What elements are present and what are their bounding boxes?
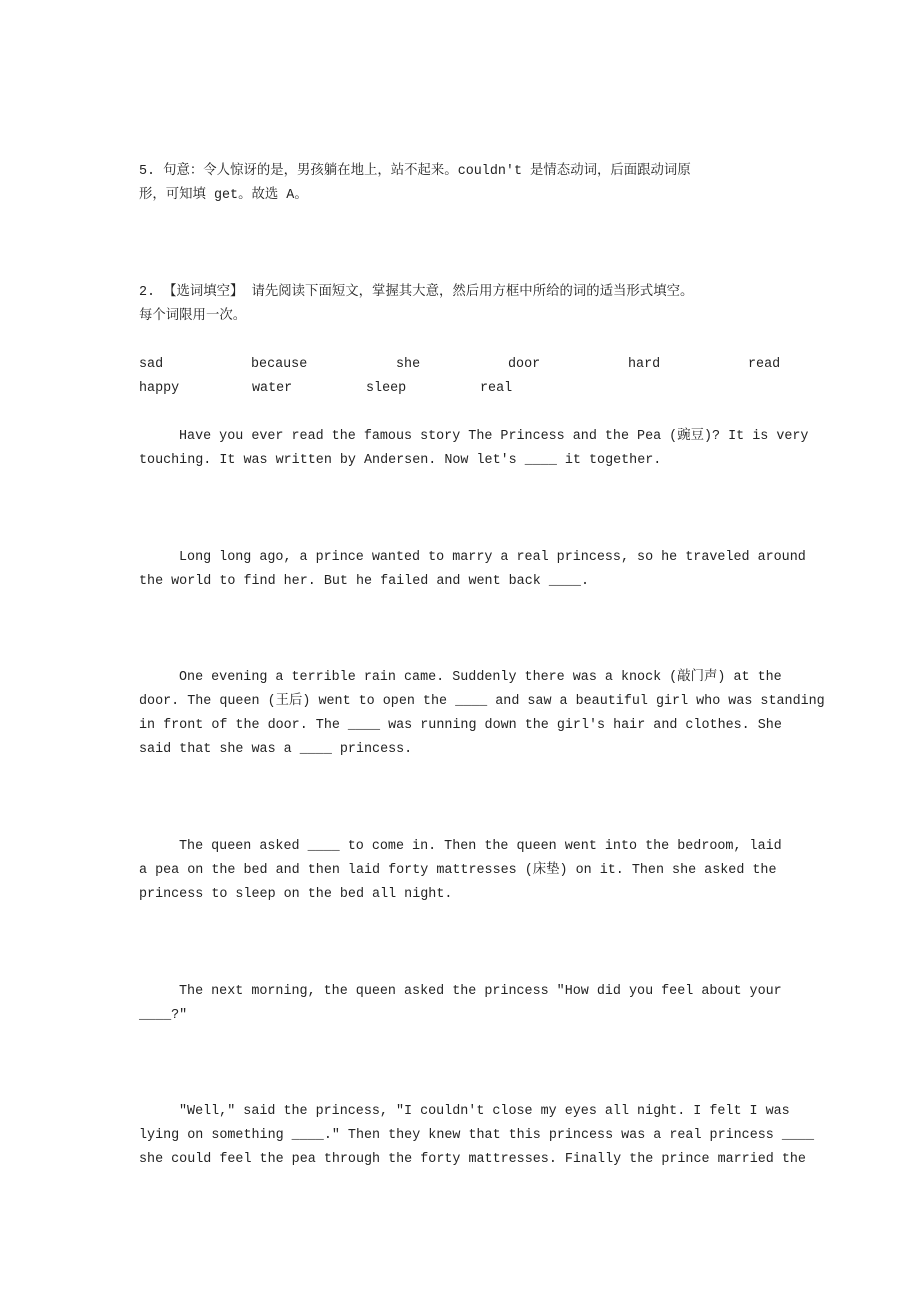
paragraph-line: "Well," said the princess, "I couldn't close my eyes all night. I felt I was — [179, 1104, 790, 1119]
paragraph-line: princess to sleep on the bed all night. — [139, 887, 453, 902]
paragraph-line: Have you ever read the famous story The Princess and the Pea (豌豆)? It is very — [179, 429, 809, 444]
word-bank-item: read — [748, 357, 781, 372]
word-bank-item: real — [480, 381, 513, 396]
paragraph-line: a pea on the bed and then laid forty mattresses (床垫) on it. Then she asked the — [139, 863, 777, 878]
paragraph-line: door. The queen (王后) went to open the ____ and saw a beautiful girl who was standing — [139, 694, 825, 709]
word-bank-item: happy — [139, 381, 180, 396]
paragraph-line: she could feel the pea through the forty mattresses. Finally the prince married the — [139, 1152, 806, 1167]
word-bank-item: water — [252, 381, 293, 396]
paragraph-line: lying on something ____." Then they knew that this princess was a real princess ____ — [139, 1128, 814, 1143]
paragraph-line: in front of the door. The ____ was running down the girl's hair and clothes. She — [139, 718, 782, 733]
answer-note-line: 5. 句意：令人惊讶的是，男孩躺在地上，站不起来。couldn't 是情态动词，后面跟动词原 — [139, 164, 691, 179]
word-bank-item: sleep — [366, 381, 407, 396]
answer-note-line: 形，可知填 get。故选 A。 — [139, 188, 308, 203]
word-bank-item: she — [396, 357, 421, 372]
question-instruction-line: 2. 【选词填空】 请先阅读下面短文，掌握其大意，然后用方框中所给的词的适当形式填空。 — [139, 285, 694, 300]
question-instruction-line: 每个词限用一次。 — [139, 309, 247, 324]
paragraph-line: Long long ago, a prince wanted to marry a real princess, so he traveled around — [179, 550, 806, 565]
paragraph-line: said that she was a ____ princess. — [139, 742, 413, 757]
word-bank-item: hard — [628, 357, 661, 372]
paragraph-line: touching. It was written by Andersen. Now let's ____ it together. — [139, 453, 662, 468]
paragraph-line: One evening a terrible rain came. Suddenly there was a knock (敲门声) at the — [179, 670, 782, 685]
paragraph-line: the world to find her. But he failed and went back ____. — [139, 574, 589, 589]
word-bank-item: because — [251, 357, 308, 372]
paragraph-line: The next morning, the queen asked the princess "How did you feel about your — [179, 984, 782, 999]
paragraph-line: The queen asked ____ to come in. Then the queen went into the bedroom, laid — [179, 839, 782, 854]
word-bank-item: door — [508, 357, 541, 372]
word-bank-item: sad — [139, 357, 164, 372]
paragraph-line: ____?" — [139, 1008, 188, 1023]
